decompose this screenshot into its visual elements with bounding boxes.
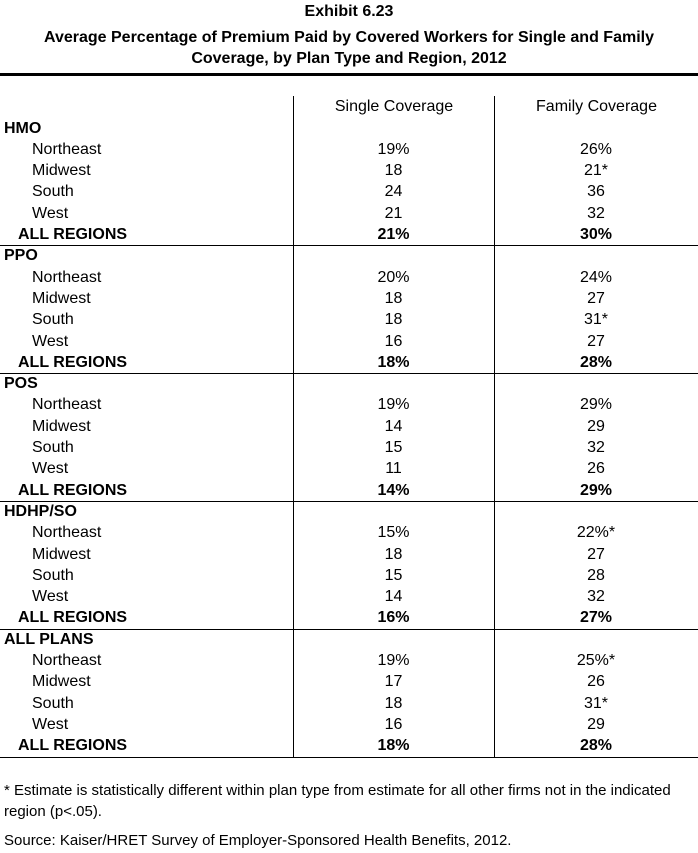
region-label: Northeast (32, 652, 102, 669)
family-coverage-value: 21* (583, 162, 609, 180)
region-label: West (32, 204, 69, 222)
single-coverage-value: 16 (384, 332, 403, 350)
family-coverage-value: 26 (587, 460, 605, 478)
family-coverage-total: 27% (579, 609, 613, 627)
family-coverage-value: 26% (579, 140, 613, 158)
single-coverage-value: 19% (377, 652, 410, 669)
family-coverage-value: 22%* (576, 524, 616, 542)
single-coverage-value: 16 (384, 715, 403, 733)
family-coverage-value: 27 (587, 545, 605, 563)
all-regions-label: ALL REGIONS (18, 737, 128, 755)
table-row (0, 544, 698, 565)
table-row (0, 139, 698, 160)
region-label: Northeast (32, 396, 102, 414)
region-label: South (32, 566, 74, 584)
all-regions-row (0, 735, 698, 756)
family-coverage-value: 31* (583, 694, 609, 712)
region-label: South (32, 311, 74, 329)
family-coverage-value: 27 (587, 289, 605, 307)
family-coverage-total: 28% (579, 737, 613, 755)
all-regions-label: ALL REGIONS (18, 353, 128, 371)
title-rule (0, 73, 698, 76)
region-label: Northeast (32, 524, 102, 542)
single-coverage-total: 18% (377, 737, 410, 755)
single-coverage-value: 15 (384, 566, 403, 584)
region-label: Northeast (32, 140, 102, 158)
footnote: * Estimate is statistically different within plan type from estimate for all other firms not in the indicated region (p<.05). (4, 782, 671, 820)
single-coverage-value: 11 (385, 460, 402, 478)
table-row (0, 416, 698, 437)
family-coverage-value: 29 (587, 417, 605, 435)
source-note: Source: Kaiser/HRET Survey of Employer-Sponsored Health Benefits, 2012. (4, 832, 512, 849)
all-regions-row (0, 607, 698, 628)
all-regions-row (0, 224, 698, 245)
region-label: South (32, 694, 74, 712)
single-coverage-value: 19% (377, 140, 410, 158)
all-regions-label: ALL REGIONS (18, 226, 128, 243)
all-regions-label: ALL REGIONS (18, 481, 128, 499)
region-label: Northeast (32, 268, 102, 286)
region-label: West (32, 460, 69, 478)
plan-type-label: HDHP/SO (4, 502, 77, 520)
table-row (0, 693, 698, 714)
table-row (0, 437, 698, 458)
family-coverage-total: 28% (579, 353, 613, 371)
single-coverage-total: 14% (377, 481, 410, 499)
plan-type-label: PPO (4, 247, 38, 265)
region-label: West (32, 588, 69, 606)
family-coverage-value: 29% (579, 396, 613, 414)
single-coverage-value: 18 (384, 545, 403, 563)
plan-type-heading (0, 629, 698, 650)
all-regions-label: ALL REGIONS (18, 609, 128, 627)
region-label: South (32, 183, 74, 201)
plan-type-heading (0, 245, 698, 266)
title-line-1: Average Percentage of Premium Paid by Covered Workers for Single and Family (44, 29, 654, 46)
region-label: Midwest (32, 162, 91, 180)
table-row (0, 309, 698, 330)
family-coverage-total: 30% (579, 226, 613, 243)
region-label: West (32, 332, 69, 350)
single-coverage-value: 15% (377, 524, 410, 542)
family-coverage-total: 29% (579, 481, 613, 499)
family-coverage-value: 27 (587, 332, 605, 350)
single-coverage-value: 15 (384, 439, 403, 456)
family-coverage-value: 36 (587, 183, 605, 201)
region-label: Midwest (32, 673, 91, 691)
table-row (0, 160, 698, 181)
family-coverage-value: 32 (587, 588, 605, 606)
table-row (0, 586, 698, 607)
table-row (0, 288, 698, 309)
single-coverage-value: 18 (384, 289, 403, 307)
table-row (0, 267, 698, 288)
single-coverage-value: 14 (384, 417, 403, 435)
table-row (0, 331, 698, 352)
region-label: West (32, 715, 69, 733)
plan-type-label: POS (4, 375, 38, 393)
table-row (0, 671, 698, 692)
table-row (0, 565, 698, 586)
plan-type-heading (0, 373, 698, 394)
region-label: Midwest (32, 545, 91, 563)
plan-type-heading (0, 501, 698, 522)
single-coverage-value: 19% (377, 396, 410, 414)
family-coverage-value: 26 (587, 673, 605, 691)
single-coverage-value: 17 (384, 673, 403, 691)
single-coverage-value: 24 (384, 183, 403, 201)
single-coverage-total: 21% (377, 226, 410, 243)
column-header-single: Single Coverage (334, 98, 454, 115)
all-regions-row (0, 480, 698, 501)
family-coverage-value: 31* (583, 311, 609, 329)
single-coverage-total: 16% (377, 609, 410, 627)
table-row (0, 394, 698, 415)
plan-type-heading (0, 118, 698, 139)
single-coverage-value: 21 (384, 204, 403, 222)
all-regions-row (0, 352, 698, 373)
single-coverage-total: 18% (377, 353, 410, 371)
column-header-family: Family Coverage (536, 98, 657, 115)
table-row (0, 458, 698, 479)
single-coverage-value: 18 (384, 694, 403, 712)
exhibit-title (0, 27, 698, 69)
family-coverage-value: 32 (587, 439, 605, 456)
family-coverage-value: 32 (587, 204, 605, 222)
table-row (0, 714, 698, 735)
single-coverage-value: 18 (384, 311, 403, 329)
single-coverage-value: 20% (377, 268, 410, 286)
family-coverage-value: 25%* (576, 652, 616, 669)
table-bottom-rule (0, 757, 698, 758)
exhibit-number: Exhibit 6.23 (304, 3, 394, 20)
table-row (0, 203, 698, 224)
table-row (0, 522, 698, 543)
family-coverage-value: 24% (579, 268, 613, 286)
plan-type-label: ALL PLANS (4, 630, 94, 648)
title-line-2: Coverage, by Plan Type and Region, 2012 (191, 50, 507, 67)
single-coverage-value: 14 (384, 588, 403, 606)
plan-type-label: HMO (4, 119, 42, 137)
region-label: Midwest (32, 289, 91, 307)
table-row (0, 181, 698, 202)
family-coverage-value: 28 (587, 566, 605, 584)
table-row (0, 650, 698, 671)
single-coverage-value: 18 (384, 162, 403, 180)
family-coverage-value: 29 (587, 715, 605, 733)
region-label: Midwest (32, 417, 91, 435)
region-label: South (32, 439, 74, 456)
